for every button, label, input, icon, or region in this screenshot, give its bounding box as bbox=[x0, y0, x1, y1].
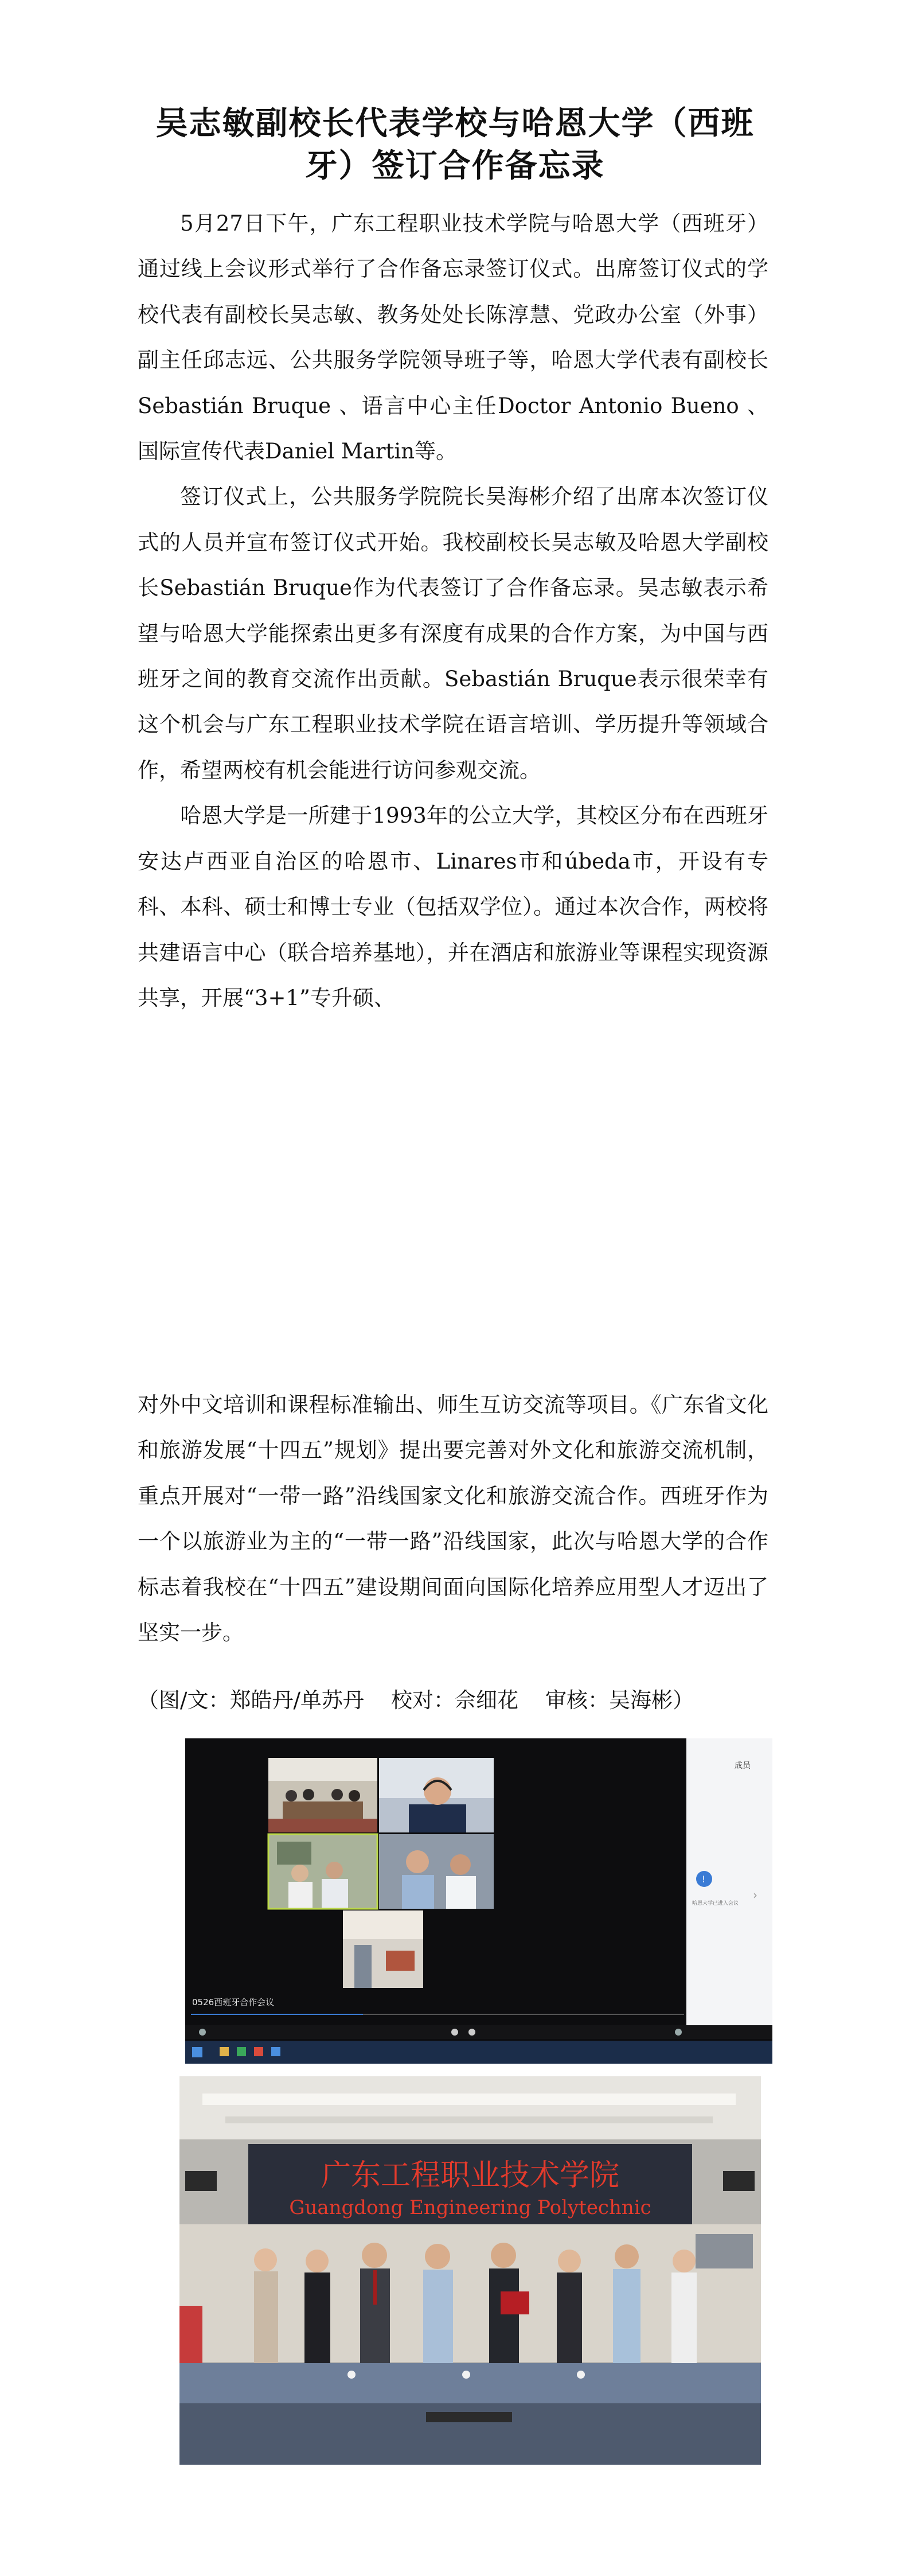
video-tile-participants bbox=[379, 1834, 494, 1909]
meeting-app-icon[interactable] bbox=[271, 2047, 280, 2056]
article-credits: （图/文：郑皓丹/单苏丹 校对：佘细花 审核：吴海彬） bbox=[138, 1688, 694, 1713]
memorandum-folder bbox=[501, 2291, 529, 2314]
signing-ceremony-graphic bbox=[179, 2076, 761, 2465]
article-title-line1: 吴志敏副校长代表学校与哈恩大学（西班 bbox=[155, 104, 755, 142]
video-tile-office bbox=[268, 1834, 377, 1909]
fullscreen-icon[interactable] bbox=[675, 2029, 682, 2036]
folder-icon[interactable] bbox=[220, 2047, 229, 2056]
speaker-right bbox=[723, 2171, 755, 2191]
article-title bbox=[132, 102, 778, 187]
conference-table bbox=[179, 2363, 761, 2465]
meeting-name: 0526西班牙合作会议 bbox=[192, 1997, 275, 2007]
notice-text: 哈恩大学已进入会议 bbox=[692, 1901, 739, 1906]
paragraph-2: 签订仪式上，公共服务学院院长吴海彬介绍了出席本次签订仪式的人员并宣布签订仪式开始。我校副校长吴志敏及哈恩大学副校长Sebastián Bruque作为代表签订了合作备忘录。吴志敏表示希望与哈恩大学能探索出更多有深度有成果的合作方案，为中国与西班牙之间的教育交流作出贡献。Sebastián Bruque表示很荣幸有这个机会与广东工程职业技术学院在语言培训、学历提升等领域合作，希望两校有机会能进行访问参观交流。 bbox=[138, 484, 768, 783]
chevron-right-icon[interactable]: › bbox=[753, 1888, 757, 1902]
start-icon[interactable] bbox=[192, 2047, 202, 2057]
control-bar[interactable] bbox=[185, 2025, 772, 2039]
signing-ceremony-photo bbox=[179, 2076, 761, 2465]
forward-icon[interactable] bbox=[468, 2029, 475, 2036]
paragraph-3: 哈恩大学是一所建于1993年的公立大学，其校区分布在西班牙安达卢西亚自治区的哈恩市、Linares市和úbeda市，开设有专科、本科、硕士和博士专业（包括双学位）。通过本次合作，两校将共建语言中心（联合培养基地），并在酒店和旅游业等课程实现资源共享，开展“3+1”专升硕、 bbox=[138, 803, 768, 1010]
article-body-part2 bbox=[138, 1382, 768, 1655]
video-conference-graphic bbox=[185, 1738, 772, 2064]
banner-title-en: Guangdong Engineering Polytechnic bbox=[289, 2196, 651, 2219]
article-title-line2: 牙）签订合作备忘录 bbox=[305, 147, 605, 185]
member-panel-label: 成员 bbox=[735, 1761, 751, 1770]
banner-title-cn: 广东工程职业技术学院 bbox=[321, 2158, 620, 2193]
svg-text:!: ! bbox=[702, 1874, 706, 1885]
app-icon[interactable] bbox=[237, 2047, 246, 2056]
video-tile-hallway bbox=[343, 1910, 423, 1988]
play-icon[interactable] bbox=[451, 2029, 458, 2036]
mic-icon[interactable] bbox=[199, 2029, 206, 2036]
browser-icon[interactable] bbox=[254, 2047, 263, 2056]
video-conference-photo bbox=[185, 1738, 772, 2064]
article-body-part1 bbox=[138, 201, 768, 1021]
banner bbox=[248, 2144, 692, 2224]
video-tile-speaker bbox=[379, 1758, 494, 1832]
paragraph-1: 5月27日下午，广东工程职业技术学院与哈恩大学（西班牙）通过线上会议形式举行了合作备忘录签订仪式。出席签订仪式的学校代表有副校长吴志敏、教务处处长陈淳慧、党政办公室（外事）副主任邱志远、公共服务学院领导班子等，哈恩大学代表有副校长Sebastián Bruque 、语言中心主任Doctor Antonio Bueno 、国际宣传代表Daniel Martin等。 bbox=[138, 211, 768, 464]
speaker-left bbox=[185, 2171, 217, 2191]
video-tile-conference-room bbox=[268, 1758, 377, 1832]
taskbar bbox=[185, 2041, 772, 2064]
paragraph-4: 对外中文培训和课程标准输出、师生互访交流等项目。《广东省文化和旅游发展“十四五”规划》提出要完善对外文化和旅游交流机制，重点开展对“一带一路”沿线国家文化和旅游交流合作。西班牙作为一个以旅游业为主的“一带一路”沿线国家，此次与哈恩大学的合作标志着我校在“十四五”建设期间面向国际化培养应用型人才迈出了坚实一步。 bbox=[138, 1392, 768, 1645]
